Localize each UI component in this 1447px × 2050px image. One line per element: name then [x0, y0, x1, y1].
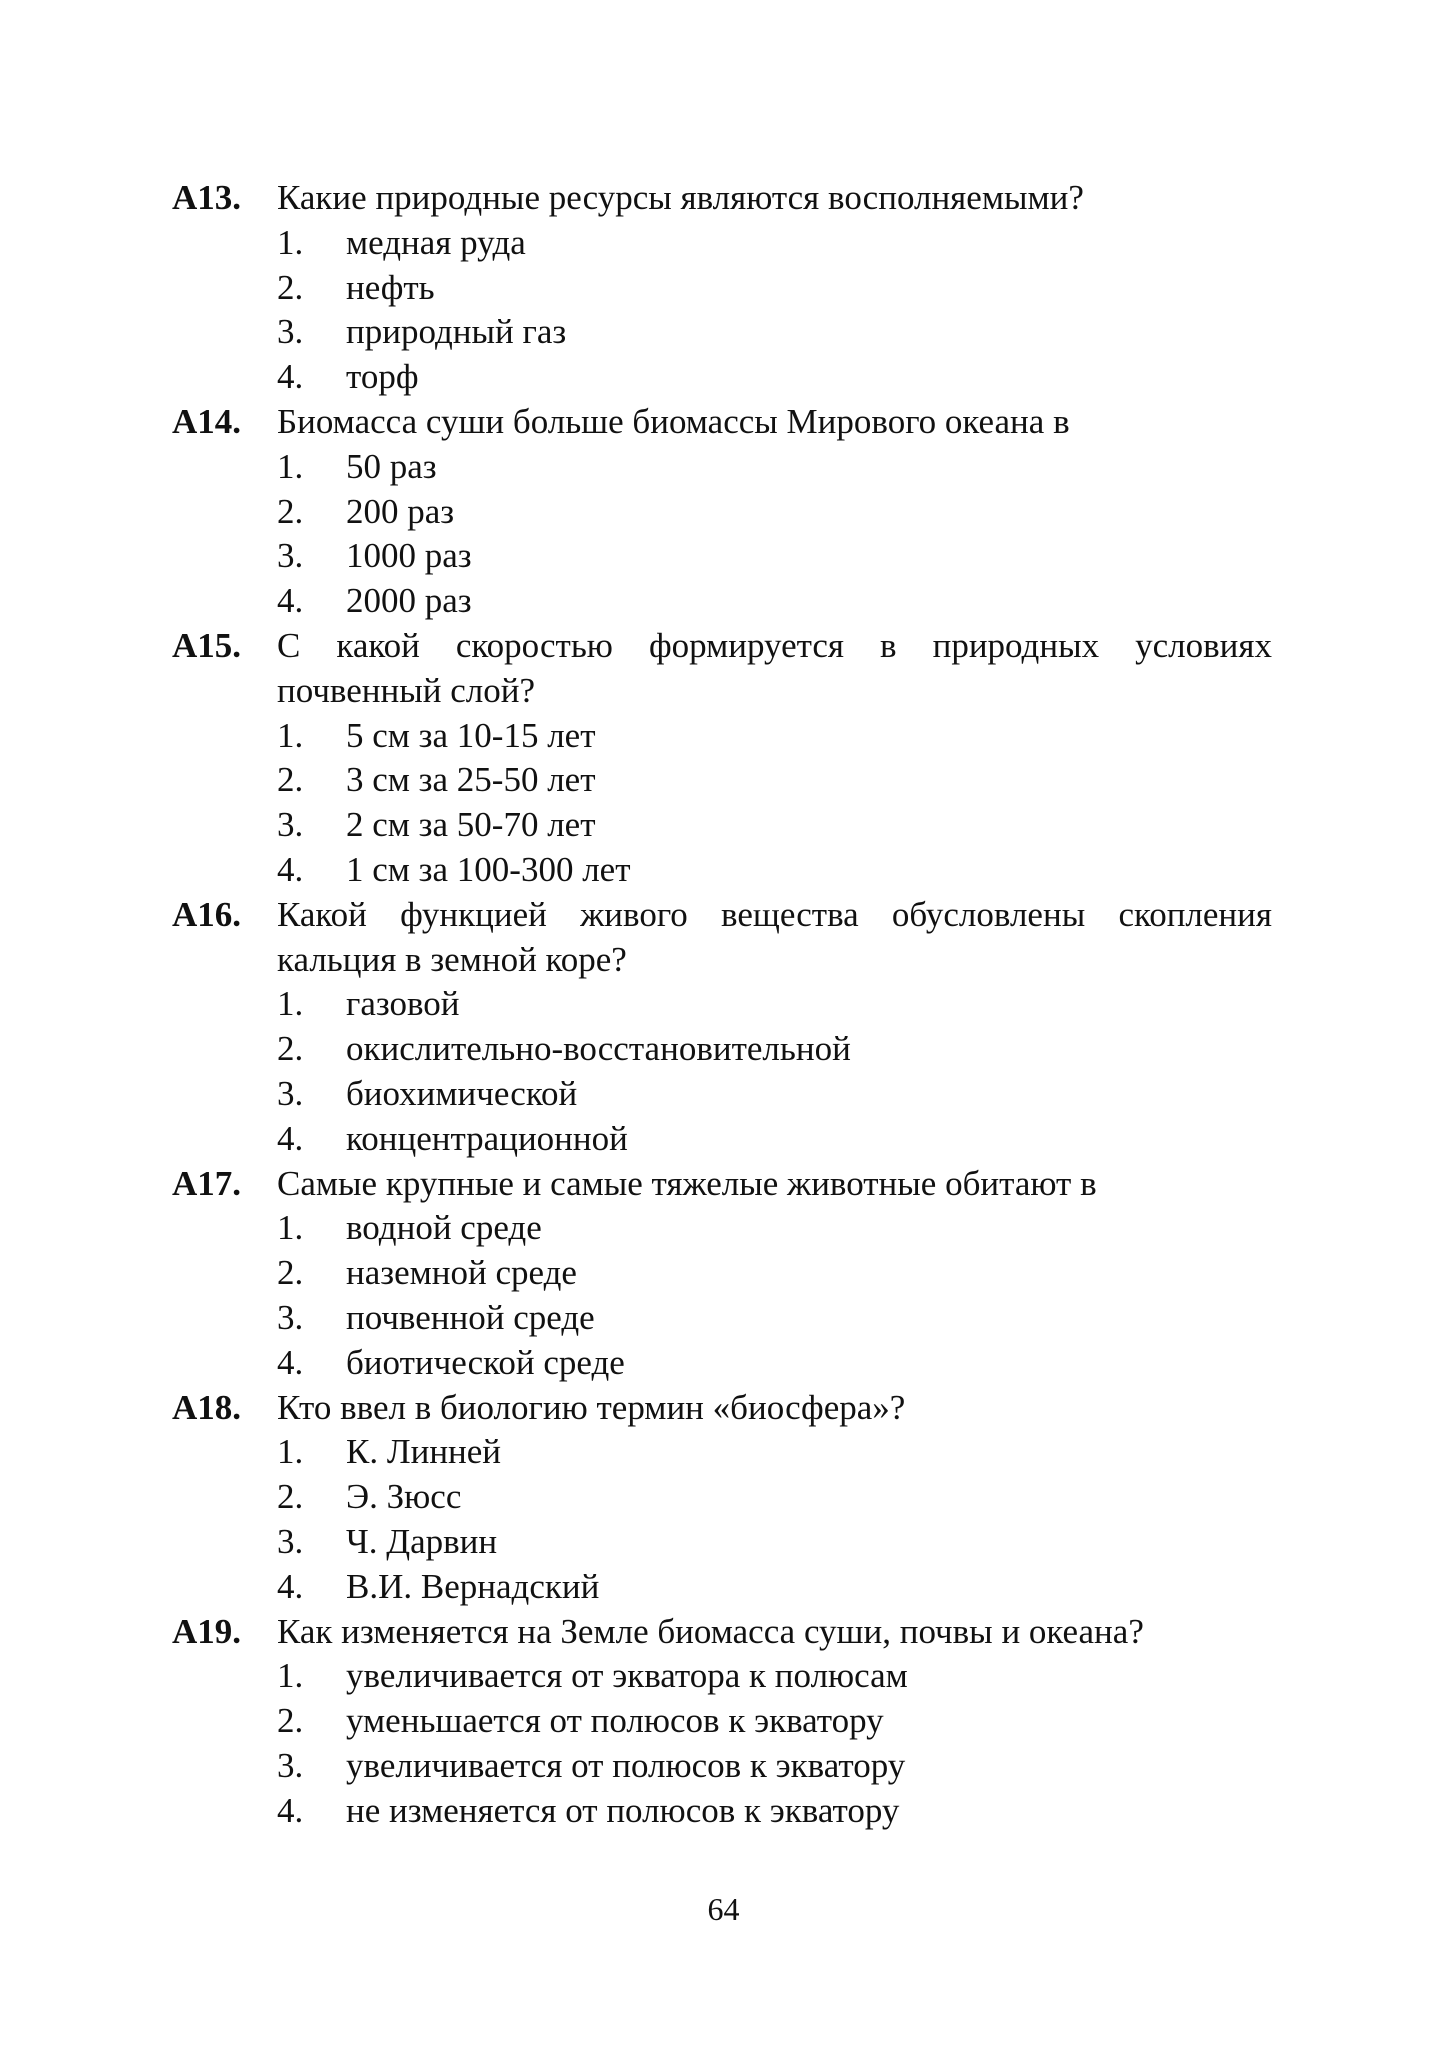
question-text: Самые крупные и самые тяжелые животные обитают в — [277, 1163, 1097, 1203]
option-text: торф — [346, 357, 419, 397]
question-text: Биомасса суши больше биомассы Мирового океана в — [277, 401, 1070, 441]
question-number: А18. — [172, 1387, 242, 1427]
answer-option — [172, 1117, 1272, 1162]
option-number: 4. — [277, 1790, 304, 1830]
option-number: 1. — [277, 1208, 304, 1248]
question-a18 — [172, 1386, 1272, 1610]
answer-option — [172, 848, 1272, 893]
option-number: 1. — [277, 1432, 304, 1472]
answer-option — [172, 1654, 1272, 1699]
answer-option — [172, 355, 1272, 400]
option-text: 3 см за 25-50 лет — [346, 760, 596, 800]
option-number: 3. — [277, 1521, 304, 1561]
option-text: увеличивается от экватора к полюсам — [346, 1656, 908, 1696]
answer-options — [172, 445, 1272, 624]
option-text: 5 см за 10-15 лет — [346, 715, 596, 755]
question-text: Как изменяется на Земле биомасса суши, почвы и океана? — [277, 1611, 1144, 1651]
question-number: А15. — [172, 625, 242, 665]
option-number: 2. — [277, 491, 304, 531]
question-a17 — [172, 1162, 1272, 1386]
option-text: уменьшается от полюсов к экватору — [346, 1701, 884, 1741]
option-text: окислительно-восстановительной — [346, 1029, 851, 1069]
option-number: 1. — [277, 222, 304, 262]
option-text: нефть — [346, 267, 435, 307]
option-text: концентрационной — [346, 1118, 628, 1158]
answer-option — [172, 1565, 1272, 1610]
option-text: Ч. Дарвин — [346, 1521, 498, 1561]
answer-option — [172, 714, 1272, 759]
question-number: А16. — [172, 894, 242, 934]
answer-option — [172, 1744, 1272, 1789]
option-text: водной среде — [346, 1208, 542, 1248]
answer-option — [172, 310, 1272, 355]
option-number: 4. — [277, 1566, 304, 1606]
option-text: 2 см за 50-70 лет — [346, 805, 596, 845]
option-number: 4. — [277, 357, 304, 397]
option-text: наземной среде — [346, 1253, 577, 1293]
option-number: 2. — [277, 1477, 304, 1517]
option-text: природный газ — [346, 312, 567, 352]
option-number: 3. — [277, 1745, 304, 1785]
answer-option — [172, 534, 1272, 579]
question-a13 — [172, 176, 1272, 400]
answer-option — [172, 1699, 1272, 1744]
option-text: увеличивается от полюсов к экватору — [346, 1745, 906, 1785]
answer-option — [172, 982, 1272, 1027]
option-number: 3. — [277, 805, 304, 845]
option-number: 2. — [277, 1253, 304, 1293]
question-text: Кто ввел в биологию термин «биосфера»? — [277, 1387, 906, 1427]
option-text: Э. Зюсс — [346, 1477, 462, 1517]
option-text: К. Линней — [346, 1432, 502, 1472]
option-number: 2. — [277, 267, 304, 307]
option-number: 3. — [277, 312, 304, 352]
answer-options — [172, 1654, 1272, 1833]
option-number: 4. — [277, 581, 304, 621]
question-text: С какой скоростью формируется в природных условиях почвенный слой? — [277, 625, 1272, 710]
option-text: не изменяется от полюсов к экватору — [346, 1790, 900, 1830]
question-a19 — [172, 1610, 1272, 1834]
answer-options — [172, 982, 1272, 1161]
option-text: 1000 раз — [346, 536, 472, 576]
answer-option — [172, 1789, 1272, 1834]
option-number: 1. — [277, 715, 304, 755]
answer-options — [172, 714, 1272, 893]
question-a15 — [172, 624, 1272, 893]
option-number: 4. — [277, 849, 304, 889]
option-text: 50 раз — [346, 446, 437, 486]
question-text: Какой функцией живого вещества обусловлены скопления кальция в земной коре? — [277, 894, 1272, 979]
option-number: 4. — [277, 1118, 304, 1158]
page-number: 64 — [707, 1891, 740, 1927]
option-text: биохимической — [346, 1073, 578, 1113]
option-number: 3. — [277, 536, 304, 576]
option-text: медная руда — [346, 222, 526, 262]
answer-options — [172, 1430, 1272, 1609]
question-list — [172, 176, 1272, 1833]
option-text: В.И. Вернадский — [346, 1566, 600, 1606]
option-number: 4. — [277, 1342, 304, 1382]
option-number: 1. — [277, 446, 304, 486]
option-number: 3. — [277, 1297, 304, 1337]
question-number: А17. — [172, 1163, 242, 1203]
answer-options — [172, 221, 1272, 400]
question-a16 — [172, 893, 1272, 1162]
option-text: почвенной среде — [346, 1297, 595, 1337]
answer-option — [172, 1072, 1272, 1117]
question-a14 — [172, 400, 1272, 624]
answer-option — [172, 1251, 1272, 1296]
answer-option — [172, 1430, 1272, 1475]
answer-option — [172, 579, 1272, 624]
question-number: А19. — [172, 1611, 242, 1651]
option-text: газовой — [346, 984, 460, 1024]
question-number: А13. — [172, 178, 242, 217]
answer-option — [172, 221, 1272, 266]
answer-option — [172, 445, 1272, 490]
answer-option — [172, 1296, 1272, 1341]
answer-option — [172, 1206, 1272, 1251]
option-number: 3. — [277, 1073, 304, 1113]
answer-option — [172, 490, 1272, 535]
option-number: 1. — [277, 984, 304, 1024]
option-number: 2. — [277, 760, 304, 800]
option-text: 2000 раз — [346, 581, 472, 621]
answer-option — [172, 1341, 1272, 1386]
option-number: 1. — [277, 1656, 304, 1696]
option-number: 2. — [277, 1029, 304, 1069]
option-number: 2. — [277, 1701, 304, 1741]
answer-options — [172, 1206, 1272, 1385]
answer-option — [172, 803, 1272, 848]
option-text: биотической среде — [346, 1342, 625, 1382]
answer-option — [172, 758, 1272, 803]
question-number: А14. — [172, 401, 242, 441]
question-text: Какие природные ресурсы являются восполняемыми? — [277, 178, 1084, 217]
answer-option — [172, 1475, 1272, 1520]
answer-option — [172, 1520, 1272, 1565]
answer-option — [172, 266, 1272, 311]
option-text: 1 см за 100-300 лет — [346, 849, 631, 889]
option-text: 200 раз — [346, 491, 455, 531]
answer-option — [172, 1027, 1272, 1072]
